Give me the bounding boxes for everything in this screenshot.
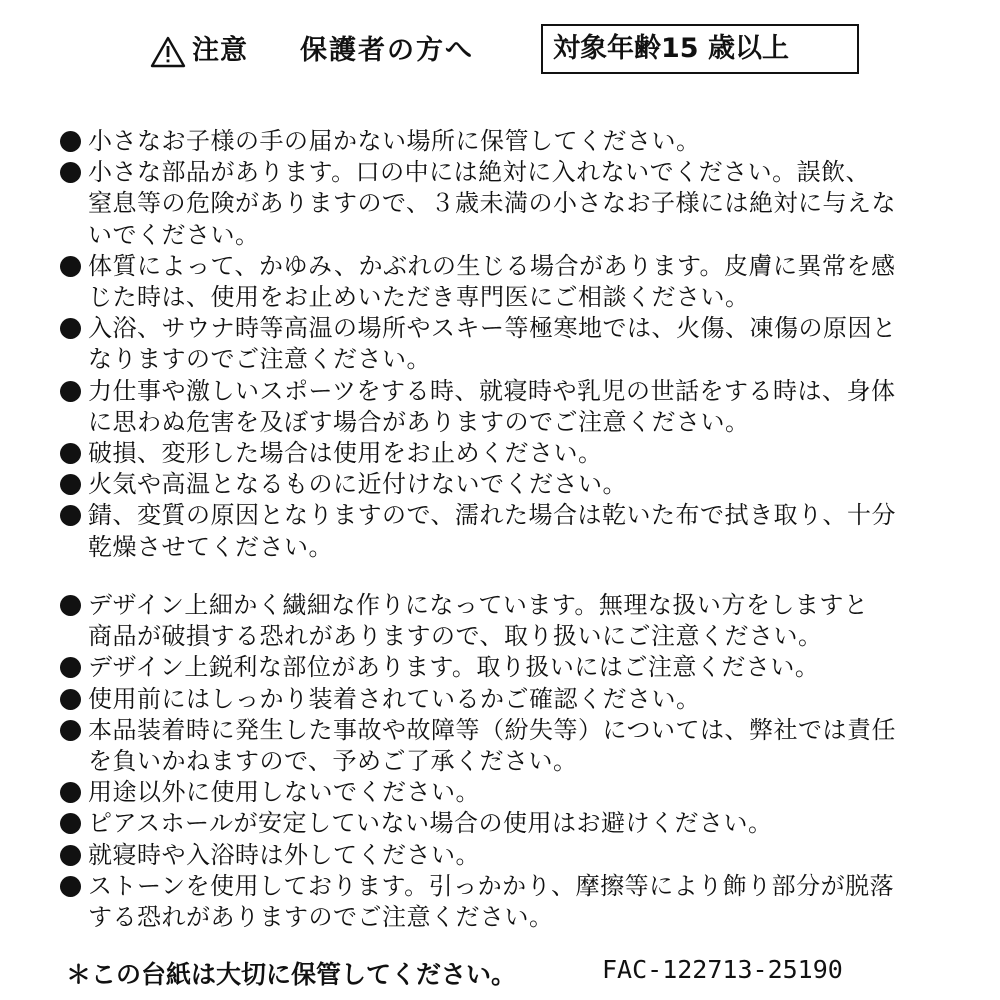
bullet-icon: [60, 813, 81, 834]
list-item: [60, 840, 960, 871]
keep-card-note: ＊この台紙は大切に保管してください。: [66, 960, 517, 989]
bullet-icon: [60, 381, 81, 402]
list-item: [60, 808, 960, 839]
bullet-icon: [60, 256, 81, 277]
list-item: [60, 251, 960, 313]
list-item: [60, 438, 960, 469]
bullet-icon: [60, 318, 81, 339]
warning-text: デザイン上細かく繊細な作りになっています。無理な扱い方をしますと 商品が破損する恐れがありますので、取り扱いにご注意ください。: [88, 591, 869, 651]
warning-text: 使用前にはしっかり装着されているかご確認ください。: [88, 684, 701, 713]
warning-text: 破損、変形した場合は使用をお止めください。: [88, 439, 603, 468]
bullet-icon: [60, 131, 81, 152]
warning-text: 力仕事や激しいスポーツをする時、就寝時や乳児の世話をする時は、身体 に思わぬ危害を及ぼす場合がありますのでご注意ください。: [88, 376, 896, 436]
bullet-icon: [60, 845, 81, 866]
warning-list-secondary: [60, 590, 960, 933]
list-item: [60, 777, 960, 808]
bullet-icon: [60, 162, 81, 183]
guardian-heading: 保護者の方へ: [300, 35, 474, 66]
warning-triangle-icon: [150, 36, 186, 68]
bullet-icon: [60, 782, 81, 803]
warning-text: 入浴、サウナ時等高温の場所やスキー等極寒地では、火傷、凍傷の原因と なりますのでご注意ください。: [88, 314, 897, 374]
notice-heading: 注意: [192, 35, 248, 66]
bullet-icon: [60, 720, 81, 741]
bullet-icon: [60, 689, 81, 710]
bullet-icon: [60, 657, 81, 678]
warning-text: デザイン上鋭利な部位があります。取り扱いにはご注意ください。: [88, 653, 820, 682]
age-rating-badge: 対象年齢15 歳以上: [541, 24, 859, 74]
warning-text: 体質によって、かゆみ、かぶれの生じる場合があります。皮膚に異常を感 じた時は、使用をお止めいただき専門医にご相談ください。: [88, 251, 896, 312]
list-item: [60, 715, 960, 777]
caution-header: [0, 22, 1000, 82]
bullet-icon: [60, 505, 81, 526]
list-item: [60, 871, 960, 933]
list-item: [60, 652, 960, 683]
warning-text: 小さなお子様の手の届かない場所に保管してください。: [88, 127, 701, 155]
list-item: [60, 376, 960, 438]
list-item: [60, 126, 960, 157]
bullet-icon: [60, 876, 81, 897]
list-item: [60, 684, 960, 715]
bullet-icon: [60, 595, 81, 616]
list-item: [60, 469, 960, 500]
warning-text: 火気や高温となるものに近付けないでください。: [88, 470, 627, 499]
product-code: FAC-122713-25190: [602, 955, 843, 984]
bullet-icon: [60, 443, 81, 464]
list-item: [60, 157, 960, 251]
warning-text: 就寝時や入浴時は外してください。: [88, 840, 480, 869]
warning-text: 本品装着時に発生した事故や故障等（紛失等）については、弊社では責任 を負いかねますので、予めご了承ください。: [88, 715, 897, 776]
warning-text: 小さな部品があります。口の中には絶対に入れないでください。誤飲、 窒息等の危険がありますので、３歳未満の小さなお子様には絶対に与えな いでください。: [88, 158, 897, 249]
warning-list-primary: [60, 126, 960, 563]
list-item: [60, 590, 960, 652]
bullet-icon: [60, 474, 81, 495]
warning-text: 錆、変質の原因となりますので、濡れた場合は乾いた布で拭き取り、十分 乾燥させてください。: [88, 501, 897, 561]
list-item: [60, 313, 960, 375]
warning-text: 用途以外に使用しないでください。: [88, 778, 480, 807]
list-item: [60, 500, 960, 562]
warning-text: ストーンを使用しております。引っかかり、摩擦等により飾り部分が脱落 する恐れがありますのでご注意ください。: [88, 871, 895, 932]
warning-text: ピアスホールが安定していない場合の使用はお避けください。: [88, 809, 773, 838]
